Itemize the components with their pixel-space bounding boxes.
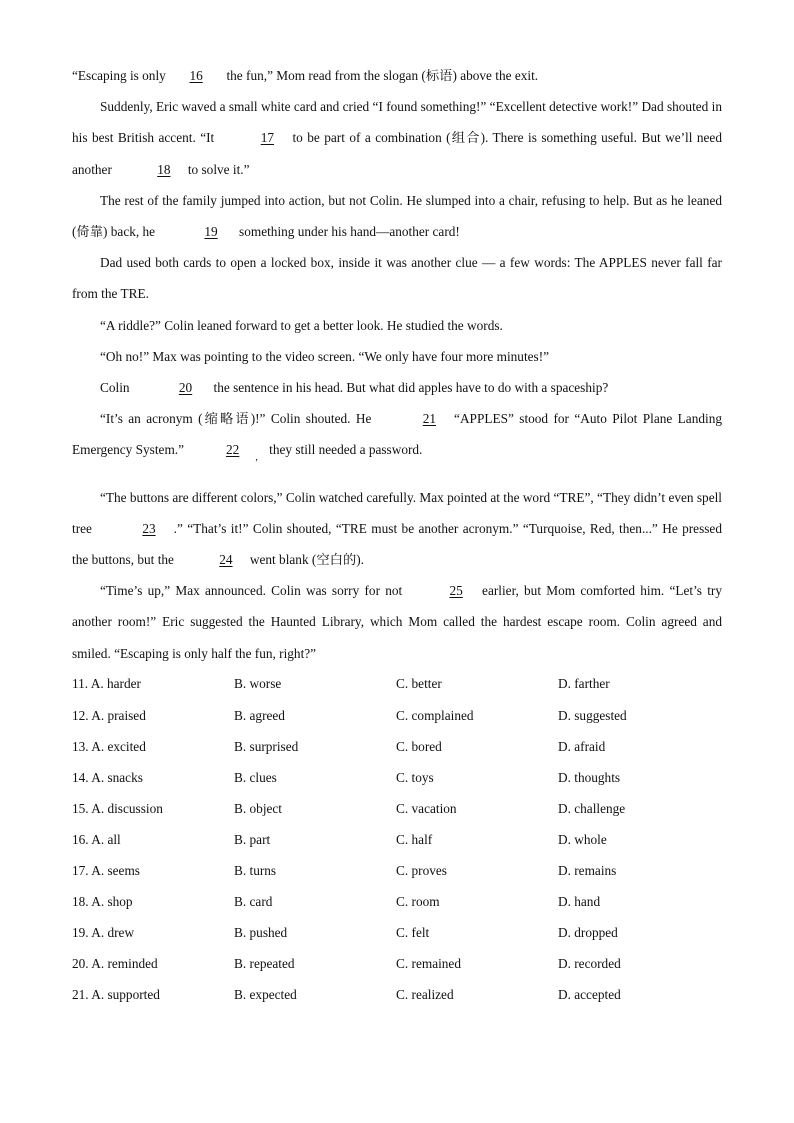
text: the sentence in his head. But what did apples have to do with a spaceship? [210, 380, 609, 396]
question-row [72, 980, 722, 1011]
paragraph-9 [72, 482, 722, 576]
blank-21: 21 [422, 411, 437, 427]
option-a: 15. A. discussion [72, 800, 163, 816]
paragraph-7 [72, 372, 722, 403]
text: to solve it.” [184, 161, 250, 177]
option-a: 13. A. excited [72, 738, 146, 754]
text: something under his hand—another card! [235, 224, 460, 240]
option-d: D. afraid [558, 738, 606, 754]
paragraph-6: “Oh no!” Max was pointing to the video screen. “We only have four more minutes!” [100, 348, 550, 364]
blank-16: 16 [189, 68, 203, 83]
blank-22: 22 [226, 442, 240, 458]
option-c: C. vacation [396, 800, 457, 816]
option-a: 18. A. shop [72, 894, 133, 910]
question-row [72, 887, 722, 918]
question-row [72, 700, 722, 731]
paragraph-1 [72, 60, 722, 91]
question-row [72, 855, 722, 886]
question-row [72, 824, 722, 855]
option-a: 16. A. all [72, 831, 121, 847]
option-d: D. recorded [558, 956, 621, 972]
option-c: C. half [396, 831, 433, 847]
option-b: B. object [234, 800, 283, 816]
blank-20: 20 [178, 380, 193, 396]
text: “Escaping is only [72, 68, 170, 83]
blank-23: 23 [142, 520, 156, 536]
option-b: B. turns [234, 862, 277, 878]
text: to be part of a combination (组合). There is something useful. But we’ll need another [72, 130, 722, 177]
option-c: C. bored [396, 738, 442, 754]
paragraph-3 [72, 185, 722, 247]
option-b: B. surprised [234, 738, 299, 754]
option-a: 20. A. reminded [72, 956, 158, 972]
paragraph-10 [72, 575, 722, 669]
option-b: B. pushed [234, 925, 288, 941]
option-b: B. worse [234, 676, 282, 692]
option-c: C. toys [396, 769, 434, 785]
option-a: 11. A. harder [72, 676, 141, 692]
option-c: C. remained [396, 956, 461, 972]
option-b: B. agreed [234, 707, 285, 723]
blank-17: 17 [260, 130, 274, 146]
text: “It’s an acronym (缩略语)!” Colin shouted. He [100, 411, 377, 427]
option-d: D. thoughts [558, 769, 621, 785]
option-b: B. expected [234, 987, 297, 1003]
option-c: C. better [396, 676, 442, 692]
option-c: C. realized [396, 987, 454, 1003]
question-row [72, 918, 722, 949]
paragraph-5: “A riddle?” Colin leaned forward to get a better look. He studied the words. [100, 317, 503, 333]
text: Suddenly, Eric waved a small white card and cried “I found something!” “Excellent detective work!” Dad shouted in his best British accent. “It [72, 99, 722, 146]
option-d: D. remains [558, 862, 617, 878]
option-d: D. accepted [558, 987, 621, 1003]
paragraph-2 [72, 91, 722, 185]
question-options [72, 669, 722, 1011]
option-c: C. room [396, 894, 440, 910]
question-row [72, 762, 722, 793]
blank-24: 24 [219, 552, 233, 568]
text: “The buttons are different colors,” Colin watched carefully. Max pointed at the word “TRE”, “They didn’t even spell tree [72, 489, 722, 536]
option-a: 12. A. praised [72, 707, 146, 723]
blank-18: 18 [157, 161, 171, 177]
option-b: B. part [234, 831, 271, 847]
option-a: 19. A. drew [72, 925, 135, 941]
text: .” “That’s it!” Colin shouted, “TRE must be another acronym.” “Turquoise, Red, then...” He pressed the buttons, but the [72, 520, 722, 568]
option-c: C. felt [396, 925, 430, 941]
text: earlier, but Mom comforted him. “Let’s try another room!” Eric suggested the Haunted Library, which Mom called the hardest escape room. Colin agreed and smiled. “Escaping is only half the fun, right?” [72, 583, 723, 661]
option-a: 14. A. snacks [72, 769, 143, 785]
text: Colin [100, 380, 133, 396]
option-d: D. dropped [558, 925, 618, 941]
option-d: D. farther [558, 676, 610, 692]
blank-19: 19 [204, 224, 218, 240]
option-a: 21. A. supported [72, 987, 160, 1003]
text: went blank (空白的). [246, 552, 364, 568]
option-b: B. repeated [234, 956, 295, 972]
option-d: D. challenge [558, 800, 626, 816]
text: “APPLES” stood for “Auto Pilot Plane Landing Emergency System.” [72, 411, 722, 458]
question-row [72, 793, 722, 824]
stray-comma: , [255, 452, 258, 464]
option-d: D. whole [558, 831, 607, 847]
option-c: C. complained [396, 707, 474, 723]
text: The rest of the family jumped into action, but not Colin. He slumped into a chair, refusing to help. But as he leaned (倚靠) back, he [72, 192, 722, 240]
paragraph-4: Dad used both cards to open a locked box, inside it was another clue — a few words: The APPLES never fall far from the TRE. [72, 255, 722, 302]
option-b: B. clues [234, 769, 277, 785]
paragraph-8 [72, 403, 722, 473]
question-row [72, 731, 722, 762]
option-a: 17. A. seems [72, 862, 140, 878]
question-row [72, 949, 722, 980]
option-d: D. suggested [558, 707, 627, 723]
blank-25: 25 [449, 583, 463, 599]
text: the fun,” Mom read from the slogan (标语) above the exit. [223, 68, 539, 83]
option-b: B. card [234, 894, 273, 910]
option-d: D. hand [558, 894, 601, 910]
text: “Time’s up,” Max announced. Colin was sorry for not [100, 583, 408, 599]
option-c: C. proves [396, 862, 447, 878]
question-row [72, 669, 722, 700]
document-page [72, 60, 722, 1011]
text: they still needed a password. [265, 442, 423, 458]
